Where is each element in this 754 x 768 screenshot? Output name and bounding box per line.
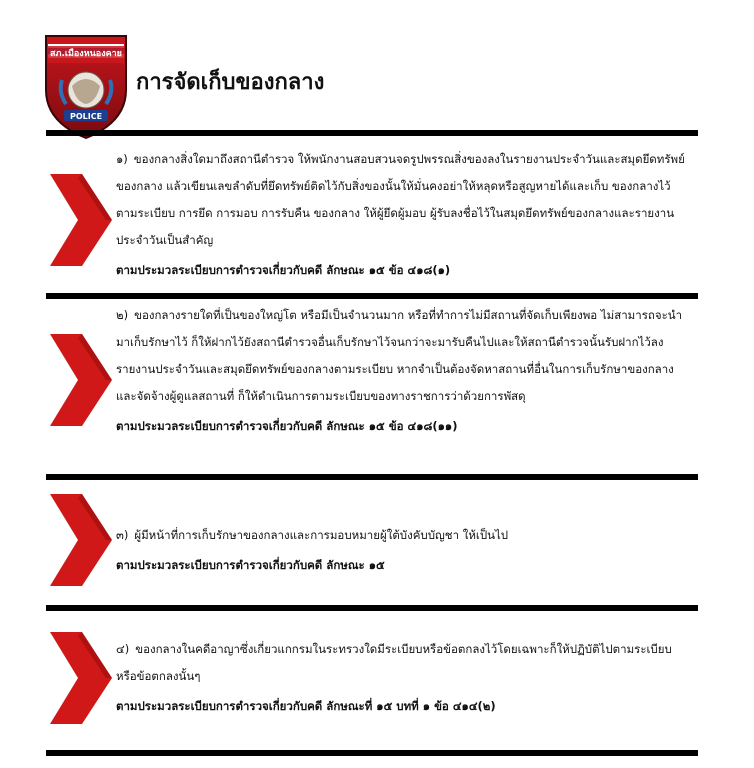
item-number: ๑) (116, 152, 128, 166)
chevron-arrow-icon (48, 490, 114, 590)
list-item (116, 522, 688, 575)
item-reference: ตามประมวลระเบียบการตำรวจเกี่ยวกับคดี ลักษณะ ๑๕ (116, 558, 385, 572)
item-number: ๔) (116, 642, 130, 656)
page-title: การจัดเก็บของกลาง (136, 70, 325, 95)
list-item (116, 146, 688, 280)
chevron-arrow-icon (48, 628, 114, 728)
badge-text: สภ.เมืองหนองคาย (50, 49, 122, 59)
divider-rule (46, 750, 698, 756)
item-reference: ตามประมวลระเบียบการตำรวจเกี่ยวกับคดี ลักษณะที่ ๑๕ บทที่ ๑ ข้อ ๔๑๔(๒) (116, 699, 496, 713)
item-reference: ตามประมวลระเบียบการตำรวจเกี่ยวกับคดี ลักษณะ ๑๕ ข้อ ๔๑๘(๑) (116, 263, 451, 277)
divider-rule (46, 474, 698, 480)
list-item (116, 636, 688, 716)
chevron-arrow-icon (48, 170, 114, 270)
police-badge-logo (40, 28, 132, 140)
divider-rule (46, 130, 698, 136)
item-reference: ตามประมวลระเบียบการตำรวจเกี่ยวกับคดี ลักษณะ ๑๕ ข้อ ๔๑๘(๑๑) (116, 419, 458, 433)
item-number: ๒) (116, 308, 129, 322)
item-text: ของกลางรายใดที่เป็นของใหญ่โต หรือมีเป็นจำนวนมาก หรือที่ทำการไม่มีสถานที่จัดเก็บเพียงพอ ไม่สามารถจะนำมาเก็บรักษาไว้ ก็ให้ฝากไว้ยังสถานีตำรวจอื่นเก็บรักษาไว้จนกว่าจะมารับคืนไปและให้สถานีตำรวจนั้นรับฝากไว้ลงรายงานประจำวันและสมุดยึดทรัพย์ของกลางตามระเบียบ หากจำเป็นต้องจัดหาสถานที่อื่นในการเก็บรักษาของกลางและจัดจ้างผู้ดูแลสถานที่ ก็ให้ดำเนินการตามระเบียบของทางราชการว่าด้วยการพัสดุ (116, 308, 683, 403)
item-text: ผู้มีหน้าที่การเก็บรักษาของกลางและการมอบหมายผู้ใต้บังคับบัญชา ให้เป็นไป (134, 528, 509, 542)
chevron-arrow-icon (48, 330, 114, 430)
list-item (116, 302, 688, 436)
item-number: ๓) (116, 528, 129, 542)
divider-rule (46, 605, 698, 611)
badge-police-text: POLICE (69, 112, 103, 121)
divider-rule (46, 293, 698, 299)
item-text: ของกลางสิ่งใดมาถึงสถานีตำรวจ ให้พนักงานสอบสวนจดรูปพรรณสิ่งของลงในรายงานประจำวันและสมุดยึดทรัพย์ของกลาง แล้วเขียนเลขลำดับที่ยึดทรัพย์ติดไว้กับสิ่งของนั้นให้มั่นคงอย่าให้หลุดหรือสูญหายได้และเก็บ ของกลางไว้ตามระเบียบ การยึด การมอบ การรับคืน ของกลาง ให้ผู้ยึดผู้มอบ ผู้รับลงชื่อไว้ในสมุดยึดทรัพย์ของกลางและรายงานประจำวันเป็นสำคัญ (116, 152, 685, 247)
item-text: ของกลางในคดีอาญาซึ่งเกี่ยวแกกรมในระทรวงใดมีระเบียบหรือข้อตกลงไว้โดยเฉพาะก็ให้ปฏิบัติไปตามระเบียบหรือข้อตกลงนั้นๆ (116, 642, 672, 683)
